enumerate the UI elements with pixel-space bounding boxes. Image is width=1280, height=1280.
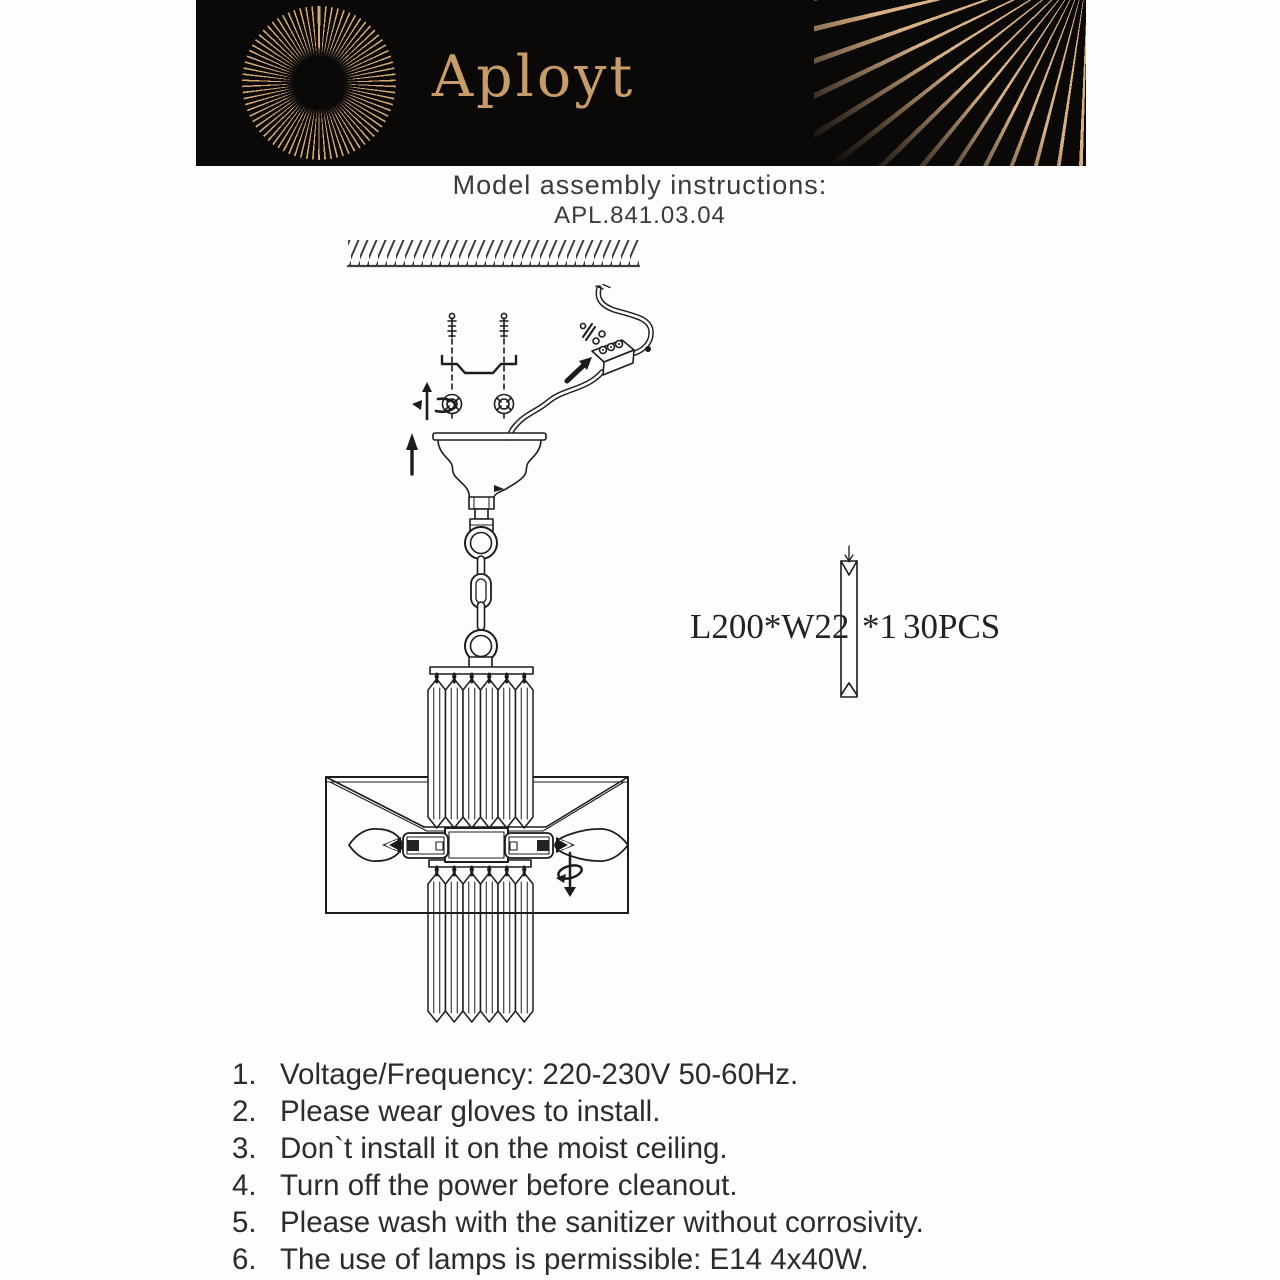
rotate-icon-right [556, 853, 583, 897]
model-number: APL.841.03.04 [554, 202, 726, 229]
crystal-tier-bottom [428, 867, 533, 1022]
instruction-item [232, 1169, 1072, 1206]
crystal-quantity-label: 30PCS [903, 607, 1001, 646]
brand-banner [196, 0, 1086, 166]
page-title: Model assembly instructions: [452, 170, 828, 200]
ceiling-hatch [348, 240, 639, 266]
instruction-number: 3. [232, 1132, 257, 1165]
instruction-number: 4. [232, 1169, 257, 1202]
instruction-item [232, 1206, 1072, 1243]
instruction-text: The use of lamps is permissible: E14 4x40W. [280, 1243, 869, 1276]
hanging-chain [465, 527, 497, 668]
socket-left [403, 833, 448, 858]
ceiling-canopy [433, 433, 546, 531]
instruction-item [232, 1243, 1072, 1280]
instruction-number: 1. [232, 1058, 257, 1091]
instruction-item [232, 1132, 1072, 1169]
decorative-rays [814, 0, 1086, 166]
instruction-text: Please wash with the sanitizer without corrosivity. [280, 1206, 924, 1239]
mounting-screws [442, 313, 516, 418]
bulb-right [555, 829, 628, 861]
crystal-multiplier-label: *1 [862, 607, 897, 646]
collar [469, 657, 492, 668]
instruction-number: 5. [232, 1206, 257, 1239]
lamp-holder-assembly [349, 828, 628, 862]
side-screw [494, 485, 504, 492]
starburst-logo-icon [242, 6, 396, 160]
bulb-left [349, 829, 402, 861]
brand-wordmark: Aployt [432, 44, 636, 110]
crystal-size-label: L200*W22 [690, 607, 850, 646]
instruction-number: 6. [232, 1243, 257, 1276]
instruction-text: Don`t install it on the moist ceiling. [280, 1132, 728, 1165]
instruction-number: 2. [232, 1095, 257, 1128]
socket-right [505, 833, 553, 858]
instruction-text: Voltage/Frequency: 220-230V 50-60Hz. [280, 1058, 799, 1091]
arrow-up-right [579, 357, 592, 370]
instruction-text: Please wear gloves to install. [280, 1095, 661, 1128]
instruction-item [232, 1095, 1072, 1132]
shade-frame [326, 777, 628, 913]
mounting-bracket [442, 356, 516, 373]
instruction-item [232, 1058, 1072, 1095]
power-cable [509, 372, 602, 438]
instructions-list [232, 1058, 1072, 1280]
arrow-up [406, 433, 418, 474]
crystal-tier-top [428, 667, 533, 828]
instruction-text: Turn off the power before cleanout. [280, 1169, 738, 1202]
rotate-icon-left [412, 382, 455, 419]
terminal-block-assembly [509, 285, 651, 439]
